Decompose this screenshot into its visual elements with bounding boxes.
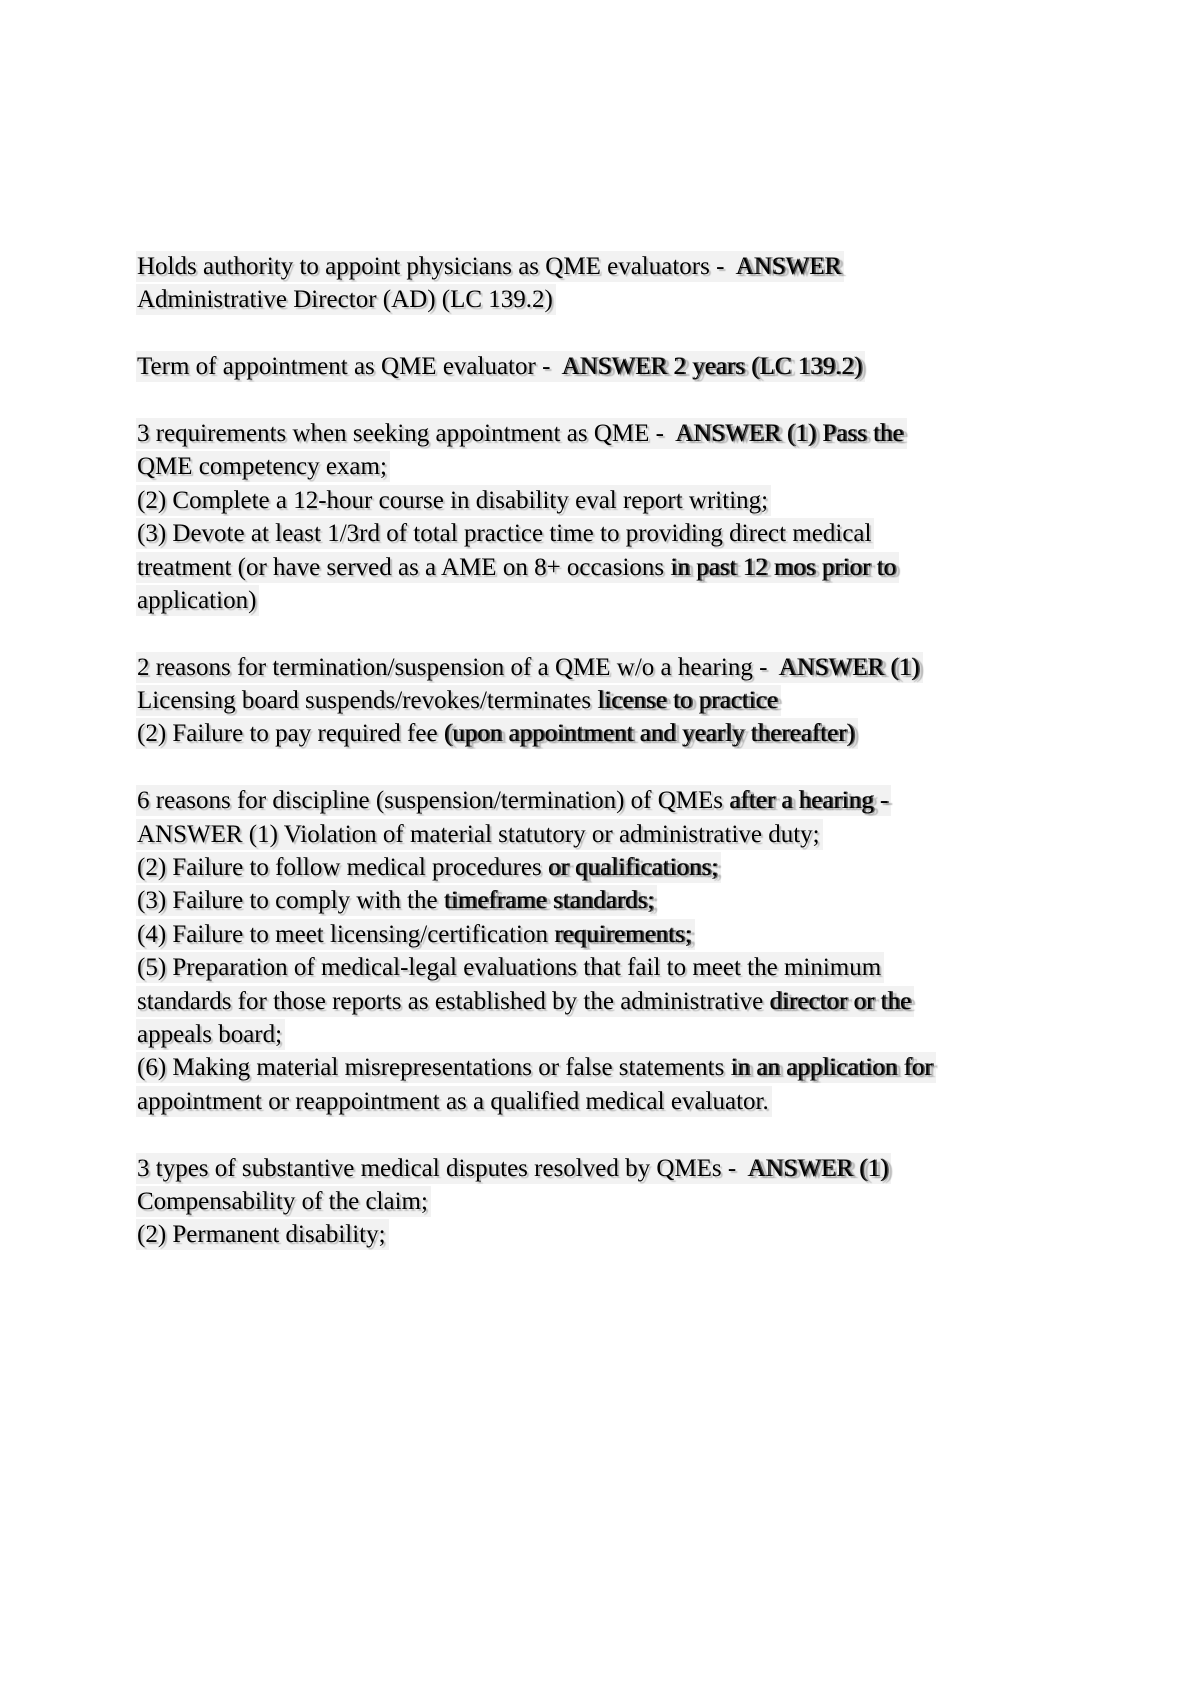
text-plain: (4) Failure to meet licensing/certification	[137, 920, 555, 948]
paragraph	[136, 417, 1046, 617]
text-ghost: timeframe standards;	[443, 887, 655, 915]
text-line	[136, 818, 1046, 851]
text-plain: (5) Preparation of medical-legal evaluations that fail to meet the minimum	[137, 954, 882, 982]
highlighted-text	[136, 552, 899, 583]
text-plain: Compensability of the claim;	[137, 1187, 428, 1215]
text-line	[136, 851, 1046, 884]
text-ghost: license to practice	[597, 687, 778, 715]
text-line	[136, 417, 1046, 450]
highlighted-text	[136, 718, 858, 749]
text-plain: standards for those reports as established by the administrative	[137, 987, 770, 1015]
text-plain: (2) Failure to pay required fee	[137, 720, 444, 748]
text-line	[136, 484, 1046, 517]
text-plain: 3 types of substantive medical disputes resolved by QMEs -	[137, 1154, 748, 1182]
text-line	[136, 918, 1046, 951]
highlighted-text	[136, 819, 823, 850]
paragraph	[136, 250, 1046, 317]
text-line	[136, 350, 1046, 383]
text-plain: Licensing board suspends/revokes/terminates	[137, 687, 598, 715]
highlighted-text	[136, 284, 556, 315]
text-line	[136, 1152, 1046, 1185]
highlighted-text	[136, 1086, 772, 1117]
text-line	[136, 985, 1046, 1018]
text-line	[136, 584, 1046, 617]
highlighted-text	[136, 251, 844, 282]
text-line	[136, 551, 1046, 584]
text-plain: 6 reasons for discipline (suspension/termination) of QMEs	[137, 787, 730, 815]
text-ghost: requirements;	[554, 920, 692, 948]
text-plain: treatment (or have served as a AME on 8+ occasions	[137, 553, 671, 581]
text-line	[136, 684, 1046, 717]
text-plain: Holds authority to appoint physicians as QME evaluators -	[137, 253, 736, 280]
highlighted-text	[136, 1186, 431, 1217]
text-plain: (3) Devote at least 1/3rd of total practice time to providing direct medical	[137, 520, 872, 548]
highlighted-text	[136, 986, 914, 1017]
text-plain: (6) Making material misrepresentations or false statements	[137, 1054, 731, 1082]
text-plain: (3) Failure to comply with the	[137, 887, 444, 915]
text-plain: (2) Failure to follow medical procedures	[137, 854, 548, 882]
text-plain: (2) Permanent disability;	[137, 1221, 386, 1249]
highlighted-text	[136, 1019, 285, 1050]
text-plain: (2) Complete a 12-hour course in disability eval report writing;	[137, 486, 769, 514]
highlighted-text	[136, 952, 884, 983]
text-ghost: in an application for	[730, 1054, 933, 1082]
highlighted-text	[136, 485, 771, 516]
text-line	[136, 517, 1046, 550]
text-ghost: ANSWER 2 years (LC 139.2)	[561, 353, 863, 381]
text-line	[136, 717, 1046, 750]
text-line	[136, 250, 1046, 283]
paragraph	[136, 651, 1046, 751]
text-plain: Administrative Director (AD) (LC 139.2)	[137, 286, 553, 314]
text-line	[136, 884, 1046, 917]
highlighted-text	[136, 351, 865, 382]
text-block	[136, 250, 1046, 1285]
highlighted-text	[136, 1052, 936, 1083]
highlighted-text	[136, 451, 390, 482]
highlighted-text	[136, 685, 781, 716]
highlighted-text	[136, 1219, 389, 1250]
text-ghost: after a hearing -	[729, 787, 889, 815]
text-plain: 2 reasons for termination/suspension of a QME w/o a hearing -	[137, 653, 779, 681]
highlighted-text	[136, 785, 891, 816]
text-line	[136, 283, 1046, 316]
text-plain: appeals board;	[137, 1020, 283, 1048]
highlighted-text	[136, 885, 657, 916]
text-ghost: director or the	[769, 987, 912, 1015]
paragraph	[136, 1152, 1046, 1252]
text-line	[136, 1051, 1046, 1084]
text-ghost: ANSWER (1)	[778, 653, 920, 681]
text-ghost: ANSWER (1) Pass the	[675, 419, 904, 447]
text-plain: 3 requirements when seeking appointment as QME -	[137, 419, 676, 447]
text-ghost: ANSWER (1)	[747, 1154, 889, 1182]
text-line	[136, 651, 1046, 684]
text-plain: Term of appointment as QME evaluator -	[137, 353, 562, 381]
paragraph	[136, 350, 1046, 383]
highlighted-text	[136, 518, 874, 549]
text-line	[136, 1018, 1046, 1051]
text-line	[136, 784, 1046, 817]
text-plain: appointment or reappointment as a qualified medical evaluator.	[137, 1087, 769, 1115]
text-ghost: or qualifications;	[547, 854, 719, 882]
text-plain: QME competency exam;	[137, 453, 387, 481]
text-ghost: ANSWER	[735, 253, 842, 280]
text-ghost: (upon appointment and yearly thereafter)	[443, 720, 855, 748]
highlighted-text	[136, 652, 923, 683]
text-line	[136, 1085, 1046, 1118]
text-plain: application)	[137, 586, 257, 614]
paragraph	[136, 784, 1046, 1118]
highlighted-text	[136, 919, 695, 950]
highlighted-text	[136, 418, 907, 449]
text-plain: ANSWER (1) Violation of material statutory or administrative duty;	[137, 820, 820, 848]
text-line	[136, 1218, 1046, 1251]
highlighted-text	[136, 585, 259, 616]
highlighted-text	[136, 1153, 891, 1184]
text-line	[136, 1185, 1046, 1218]
highlighted-text	[136, 852, 721, 883]
text-ghost: in past 12 mos prior to	[670, 553, 897, 581]
text-line	[136, 951, 1046, 984]
text-line	[136, 450, 1046, 483]
